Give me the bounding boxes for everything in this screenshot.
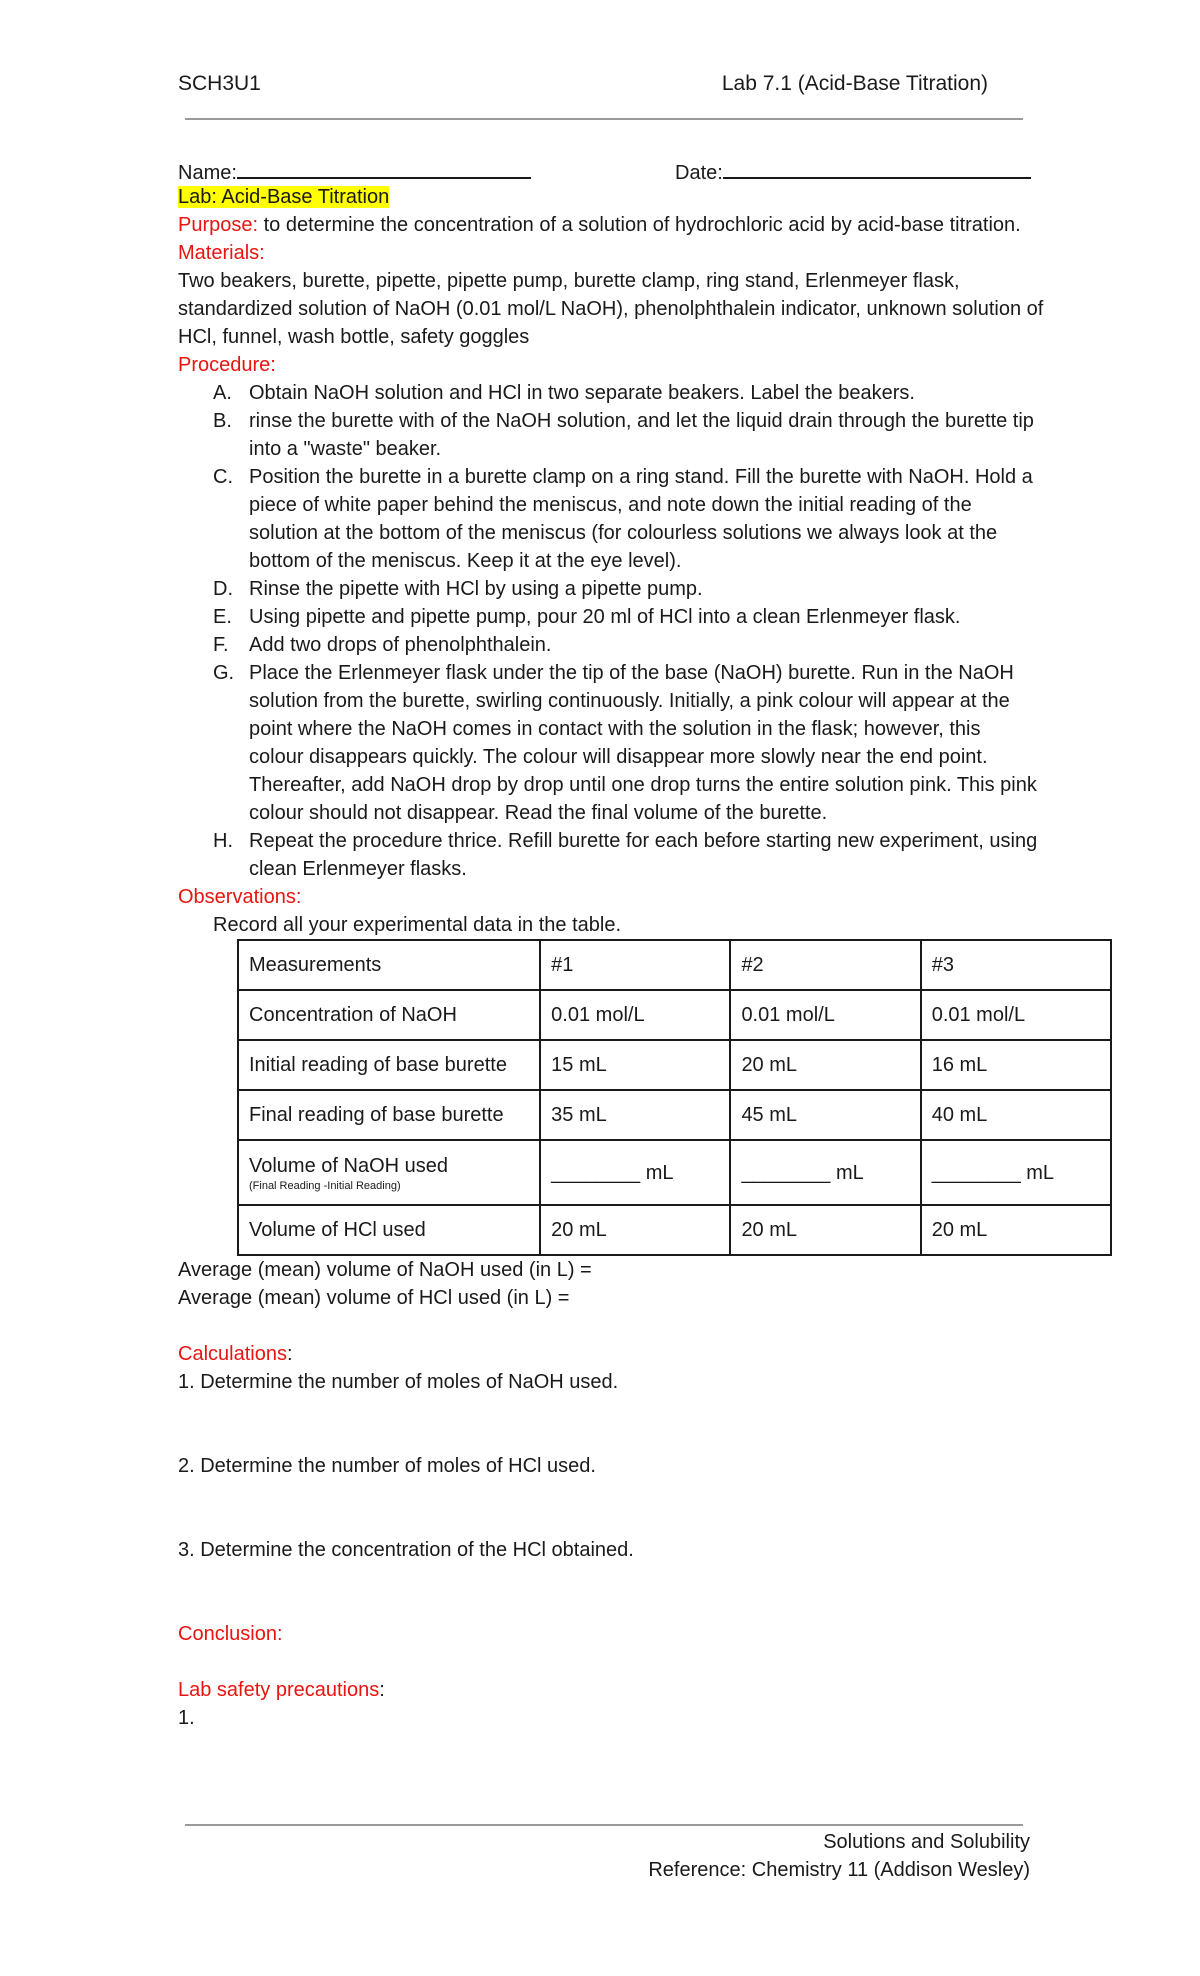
table-cell: 15 mL xyxy=(540,1040,730,1090)
table-row xyxy=(238,1040,1111,1090)
procedure-label: Procedure: xyxy=(178,354,276,376)
table-cell: 45 mL xyxy=(730,1090,920,1140)
safety-heading: Lab safety precautions: xyxy=(178,1679,385,1701)
date-label: Date: xyxy=(675,162,723,184)
observations-label: Observations: xyxy=(178,886,302,908)
procedure-step: H. Repeat the procedure thrice. Refill burette for each before starting new experiment, using clean Erlenmeyer flasks. xyxy=(213,830,1038,880)
table-cell: 0.01 mol/L xyxy=(540,990,730,1040)
table-cell: 20 mL xyxy=(730,1205,920,1255)
conclusion-label: Conclusion: xyxy=(178,1623,283,1645)
purpose-label: Purpose: xyxy=(178,214,259,236)
date-field xyxy=(675,155,1031,187)
table-cell-blank[interactable]: ________ mL xyxy=(921,1140,1111,1205)
table-cell: 20 mL xyxy=(540,1205,730,1255)
table-header-row xyxy=(238,940,1111,990)
calc-item-3: 3. Determine the concentration of the HCl obtained. xyxy=(178,1539,634,1561)
materials-line-3: HCl, funnel, wash bottle, safety goggles xyxy=(178,326,530,348)
purpose-text: to determine the concentration of a solution of hydrochloric acid by acid-base titration. xyxy=(258,214,1021,236)
lab-number: Lab 7.1 (Acid-Base Titration) xyxy=(721,72,988,95)
header-rule xyxy=(185,118,1023,120)
procedure-step: G. Place the Erlenmeyer flask under the tip of the base (NaOH) burette. Run in the NaOH solution from the burette, swirling continuously. Initially, a pink colour will appear at the point where the NaOH comes in contact with the solution in the flask; however, this colour disappears quickly. The colour will disappear more slowly near the end point. Thereafter, add NaOH drop by drop until one drop turns the entire solution pink. This pink colour should not disappear. Read the final volume of the burette. xyxy=(213,662,1037,824)
row-label: Final reading of base burette xyxy=(238,1090,540,1140)
footer-unit: Solutions and Solubility xyxy=(823,1831,1030,1853)
course-code: SCH3U1 xyxy=(178,72,261,95)
materials-line-2: standardized solution of NaOH (0.01 mol/L NaOH), phenolphthalein indicator, unknown solution of xyxy=(178,298,1044,320)
row-label: Volume of HCl used xyxy=(238,1205,540,1255)
table-header-cell: #1 xyxy=(540,940,730,990)
procedure-step: F. Add two drops of phenolphthalein. xyxy=(213,634,552,656)
footer-rule xyxy=(185,1824,1023,1826)
table-cell: 16 mL xyxy=(921,1040,1111,1090)
table-row xyxy=(238,990,1111,1040)
avg-naoh-line: Average (mean) volume of NaOH used (in L) = xyxy=(178,1259,592,1281)
procedure-step: E. Using pipette and pipette pump, pour 20 ml of HCl into a clean Erlenmeyer flask. xyxy=(213,606,961,628)
table-cell: 0.01 mol/L xyxy=(730,990,920,1040)
table-cell: 20 mL xyxy=(921,1205,1111,1255)
calc-item-2: 2. Determine the number of moles of HCl used. xyxy=(178,1455,596,1477)
procedure-step: C. Position the burette in a burette clamp on a ring stand. Fill the burette with NaOH. Hold a piece of white paper behind the meniscus, and note down the initial reading of the solution at the bottom of the meniscus (for colourless solutions we always look at the bottom of the meniscus. Keep it at the eye level). xyxy=(213,466,1033,572)
procedure-step: A. Obtain NaOH solution and HCl in two separate beakers. Label the beakers. xyxy=(213,382,915,404)
table-header-cell: #3 xyxy=(921,940,1111,990)
observations-instruction: Record all your experimental data in the table. xyxy=(213,914,622,936)
table-row xyxy=(238,1090,1111,1140)
row-label: Concentration of NaOH xyxy=(238,990,540,1040)
safety-item-1: 1. xyxy=(178,1707,195,1729)
safety-label: Lab safety precautions xyxy=(178,1679,380,1701)
row-label: Initial reading of base burette xyxy=(238,1040,540,1090)
name-label: Name: xyxy=(178,162,237,184)
lab-body xyxy=(178,155,1055,1732)
procedure-step: B. rinse the burette with of the NaOH solution, and let the liquid drain through the burette tip into a "waste" beaker. xyxy=(213,410,1034,460)
calculations-heading: Calculations: xyxy=(178,1343,293,1365)
row-note: (Final Reading -Initial Reading) xyxy=(249,1180,401,1192)
name-date-row xyxy=(178,155,1038,183)
table-cell: 35 mL xyxy=(540,1090,730,1140)
date-blank[interactable] xyxy=(723,155,1031,179)
table-header-cell: #2 xyxy=(730,940,920,990)
table-cell-blank[interactable]: ________ mL xyxy=(730,1140,920,1205)
name-blank[interactable] xyxy=(237,155,531,179)
table-row xyxy=(238,1140,1111,1205)
materials-label: Materials: xyxy=(178,242,265,264)
procedure-step: D. Rinse the pipette with HCl by using a pipette pump. xyxy=(213,578,703,600)
table-cell: 40 mL xyxy=(921,1090,1111,1140)
observations-table xyxy=(237,939,1112,1256)
avg-hcl-line: Average (mean) volume of HCl used (in L) = xyxy=(178,1287,570,1309)
lab-title: Lab: Acid-Base Titration xyxy=(178,186,390,208)
calc-item-1: 1. Determine the number of moles of NaOH used. xyxy=(178,1371,619,1393)
materials-line-1: Two beakers, burette, pipette, pipette pump, burette clamp, ring stand, Erlenmeyer flask, xyxy=(178,270,960,292)
calculations-label: Calculations xyxy=(178,1343,287,1365)
table-cell: 20 mL xyxy=(730,1040,920,1090)
table-cell: 0.01 mol/L xyxy=(921,990,1111,1040)
table-row xyxy=(238,1205,1111,1255)
purpose-line xyxy=(178,211,1038,239)
footer-reference: Reference: Chemistry 11 (Addison Wesley) xyxy=(648,1859,1030,1881)
table-header-cell: Measurements xyxy=(238,940,540,990)
procedure-list xyxy=(178,379,1038,883)
row-label: Volume of NaOH used (Final Reading -Initial Reading) xyxy=(238,1140,540,1205)
table-cell-blank[interactable]: ________ mL xyxy=(540,1140,730,1205)
